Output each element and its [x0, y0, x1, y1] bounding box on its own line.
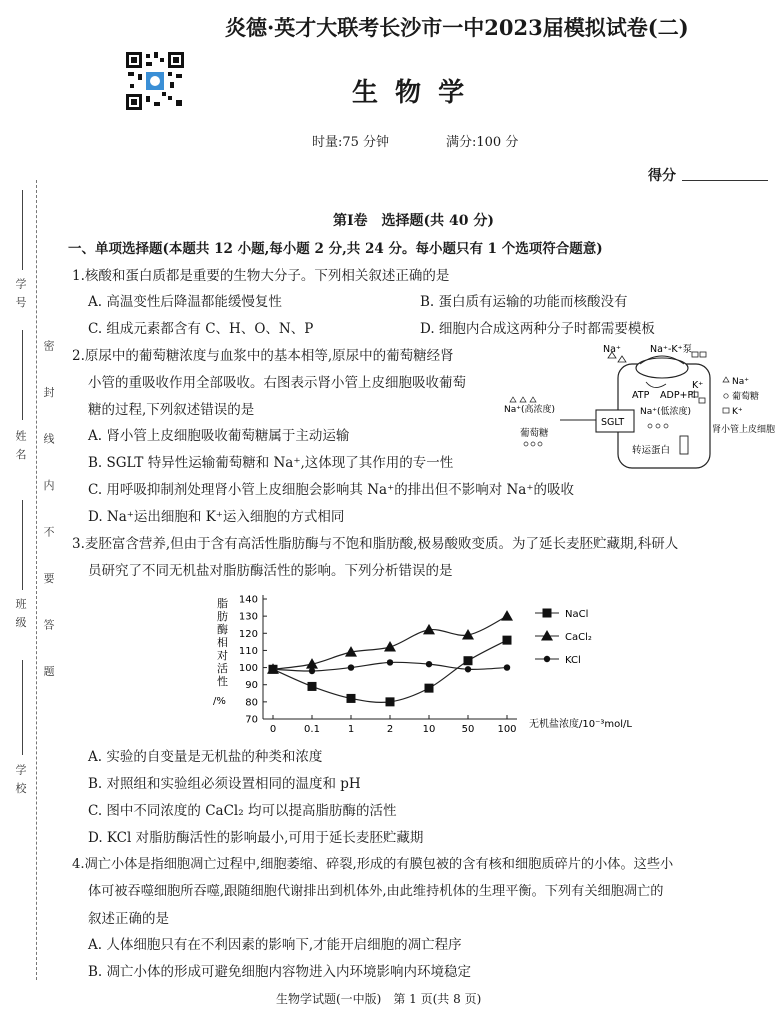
x-tick-label: 2 — [386, 724, 394, 735]
x-axis-label: 无机盐浓度/10⁻³mol/L — [529, 719, 632, 730]
legend-na: Na⁺ — [732, 377, 749, 387]
data-point-circle — [348, 664, 354, 670]
q3-option-c[interactable]: C. 图中不同浓度的 CaCl₂ 均可以提高脂肪酶的活性 — [88, 803, 397, 819]
q3-option-d[interactable]: D. KCl 对脂肪酶活性的影响最小,可用于延长麦胚贮藏期 — [88, 830, 424, 846]
exam-title: 炎德·英才大联考长沙市一中2023届模拟试卷(二) — [225, 15, 689, 40]
student-id-line — [22, 190, 23, 270]
data-point-triangle — [501, 610, 513, 621]
y-tick-label: 100 — [238, 663, 258, 675]
y-axis-label-char: 相 — [217, 636, 228, 649]
score-label: 得分 — [648, 168, 676, 184]
q2-option-c[interactable]: C. 用呼吸抑制剂处理肾小管上皮细胞会影响其 Na⁺的排出但不影响对 Na⁺的吸收 — [88, 482, 574, 498]
legend-label: KCl — [565, 655, 581, 666]
data-point-circle — [270, 666, 276, 672]
data-point-square — [347, 694, 356, 703]
na-high-label: Na⁺(高浓度) — [504, 405, 556, 415]
q2-stem-line1: 2.原尿中的葡萄糖浓度与血浆中的基本相等,原尿中的葡萄糖经肾 — [72, 348, 454, 364]
kidney-cell-diagram — [500, 340, 775, 475]
q3-option-a[interactable]: A. 实验的自变量是无机盐的种类和浓度 — [88, 749, 323, 765]
score-field[interactable] — [682, 180, 768, 181]
q4-option-b[interactable]: B. 凋亡小体的形成可避免细胞内容物进入内环境影响内环境稳定 — [88, 964, 472, 980]
legend-glucose: 葡萄糖 — [732, 392, 760, 402]
data-point-square — [503, 636, 512, 645]
class-label: 班 级 — [14, 598, 27, 630]
name-line — [22, 330, 23, 420]
name-label: 姓 名 — [14, 430, 27, 462]
data-point-square — [425, 684, 434, 693]
q4-stem-line3: 叙述正确的是 — [88, 911, 169, 927]
q1-option-a[interactable]: A. 高温变性后降温都能缓慢复性 — [88, 294, 282, 310]
k-in-label: K⁺ — [692, 380, 704, 391]
q1-option-d[interactable]: D. 细胞内合成这两种分子时都需要模板 — [420, 321, 655, 337]
page-footer: 生物学试题(一中版) 第 1 页(共 8 页) — [276, 992, 482, 1006]
x-tick-label: 0.1 — [304, 724, 320, 735]
school-line — [22, 660, 23, 755]
cell-label: 肾小管上皮细胞 — [712, 425, 775, 435]
q4-option-a[interactable]: A. 人体细胞只有在不利因素的影响下,才能开启细胞的凋亡程序 — [88, 937, 462, 953]
legend-label: NaCl — [565, 609, 589, 620]
data-point-circle — [504, 664, 510, 670]
y-axis-label-char: 性 — [217, 675, 228, 688]
student-id-label: 学 号 — [14, 278, 27, 310]
legend-marker-square — [543, 609, 552, 618]
y-axis-label-unit: /% — [213, 696, 226, 707]
q2-option-a[interactable]: A. 肾小管上皮细胞吸收葡萄糖属于主动运输 — [88, 428, 350, 444]
q3-stem-line1: 3.麦胚富含营养,但由于含有高活性脂肪酶与不饱和脂肪酸,极易酸败变质。为了延长麦胚贮藏期,科研人 — [72, 536, 679, 552]
school-label: 学 校 — [14, 764, 27, 796]
part-one-heading: 一、单项选择题(本题共 12 小题,每小题 2 分,共 24 分。每小题只有 1 个选项符合题意) — [68, 241, 603, 257]
binding-dashed-line — [36, 180, 37, 980]
q3-stem-line2: 员研究了不同无机盐对脂肪酶活性的影响。下列分析错误的是 — [88, 563, 453, 579]
data-point-triangle — [384, 641, 396, 652]
y-tick-label: 110 — [238, 645, 258, 657]
y-axis-label-char: 活 — [217, 662, 228, 675]
data-point-circle — [387, 659, 393, 665]
qr-code — [124, 50, 186, 112]
legend-k: K⁺ — [732, 407, 743, 417]
y-axis-label-char: 酶 — [217, 623, 228, 636]
x-tick-label: 100 — [497, 724, 517, 735]
data-point-square — [308, 682, 317, 691]
data-point-circle — [309, 668, 315, 674]
q2-stem-line2: 小管的重吸收作用全部吸收。右图表示肾小管上皮细胞吸收葡萄 — [88, 375, 466, 391]
y-axis-label-char: 对 — [217, 649, 228, 662]
subject-title: 生 物 学 — [352, 78, 469, 108]
q4-stem-line2: 体可被吞噬细胞所吞噬,跟随细胞代谢排出到机体外,由此维持机体的生理平衡。下列有关细胞凋亡的 — [88, 884, 664, 899]
q1-option-b[interactable]: B. 蛋白质有运输的功能而核酸没有 — [420, 294, 628, 310]
q2-option-d[interactable]: D. Na⁺运出细胞和 K⁺运入细胞的方式相同 — [88, 509, 345, 525]
atp-label: ATP — [632, 390, 650, 401]
q3-option-b[interactable]: B. 对照组和实验组必须设置相同的温度和 pH — [88, 776, 361, 792]
y-tick-label: 90 — [245, 680, 258, 692]
x-tick-label: 0 — [269, 724, 277, 735]
y-tick-label: 120 — [238, 628, 258, 640]
na-out-label: Na⁺ — [603, 344, 621, 355]
transporter-label: 转运蛋白 — [632, 445, 671, 456]
class-line — [22, 500, 23, 590]
q2-option-b[interactable]: B. SGLT 特异性运输葡萄糖和 Na⁺,这体现了其作用的专一性 — [88, 455, 454, 471]
data-point-square — [386, 697, 395, 706]
y-tick-label: 70 — [245, 714, 258, 726]
legend-label: CaCl₂ — [565, 632, 592, 643]
data-point-circle — [465, 666, 471, 672]
q4-stem-line1: 4.凋亡小体是指细胞凋亡过程中,细胞萎缩、碎裂,形成的有膜包被的含有核和细胞质碎片的小体。这些小 — [72, 857, 674, 872]
time-info: 时量:75 分钟 — [312, 135, 390, 150]
seal-notice: 密 封 线 内 不 要 答 题 — [42, 340, 55, 693]
q2-stem-line3: 糖的过程,下列叙述错误的是 — [88, 402, 255, 418]
y-tick-label: 130 — [238, 611, 258, 623]
sglt-label: SGLT — [601, 417, 625, 428]
pump-label: Na⁺-K⁺泵 — [650, 344, 693, 355]
section-title: 第Ⅰ卷 选择题(共 40 分) — [333, 213, 495, 229]
y-axis-label-char: 脂 — [217, 597, 228, 610]
x-tick-label: 50 — [461, 724, 475, 735]
glucose-out-label: 葡萄糖 — [520, 428, 549, 439]
data-point-circle — [426, 661, 432, 667]
na-low-label: Na⁺(低浓度) — [640, 407, 692, 417]
adp-label: ADP+Pi — [660, 390, 696, 401]
lipase-activity-chart — [205, 585, 665, 740]
score-info: 满分:100 分 — [446, 135, 519, 150]
x-tick-label: 10 — [422, 724, 436, 735]
y-axis-label-char: 肪 — [217, 610, 228, 623]
q1-stem: 1.核酸和蛋白质都是重要的生物大分子。下列相关叙述正确的是 — [72, 268, 450, 284]
x-tick-label: 1 — [347, 724, 355, 735]
y-tick-label: 80 — [245, 697, 258, 709]
legend-marker-circle — [544, 656, 550, 662]
y-tick-label: 140 — [238, 594, 258, 606]
legend-marker-triangle — [541, 630, 553, 641]
data-point-square — [464, 656, 473, 665]
transporter-protein — [680, 436, 688, 454]
q1-option-c[interactable]: C. 组成元素都含有 C、H、O、N、P — [88, 321, 314, 337]
